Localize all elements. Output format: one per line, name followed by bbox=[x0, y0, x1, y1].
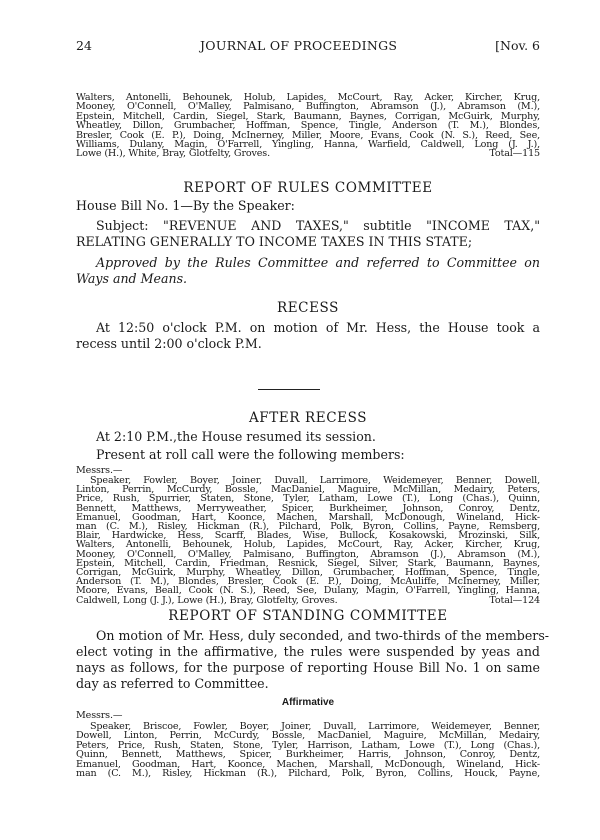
roll-line: Mooney, O'Connell, O'Malley, Palmisano, Buffington, Abramson (J.), Abramson (M.), bbox=[76, 101, 540, 113]
approved-line: Ways and Means. bbox=[76, 271, 188, 286]
roll-line: Bennett, Matthews, Merryweather, Spicer, Burkheimer, Johnson, Conroy, Dentz, bbox=[76, 502, 540, 514]
rules-committee-heading: REPORT OF RULES COMMITTEE bbox=[183, 180, 433, 196]
standing-line: elect voting in the affirmative, the rules were suspended by yeas and bbox=[76, 644, 540, 659]
subject-paragraph bbox=[76, 218, 540, 250]
roll-line: Epstein, Mitchell, Cardin, Friedman, Resnick, Siegel, Silver, Stark, Baumann, Baynes, bbox=[76, 557, 540, 569]
roll-line: man (C. M.), Risley, Hickman (R.), Pilchard, Polk, Byron, Collins, Payne, Remsberg, bbox=[76, 521, 540, 533]
roll-line: Wheatley, Dillon, Grumbacher, Hoffman, Spence, Tingle, Anderson (T. M.), Blondes, bbox=[76, 120, 540, 132]
roll-line: Emanuel, Goodman, Hart, Koonce, Machen, Marshall, McDonough, Wineland, Hick- bbox=[76, 511, 540, 523]
roll-line: Speaker, Briscoe, Fowler, Boyer, Joiner, Duvall, Larrimore, Weidemeyer, Benner, bbox=[90, 721, 540, 732]
top-roll-call bbox=[76, 93, 540, 159]
affirmative-roll-call bbox=[76, 722, 540, 778]
roll-line: Bresler, Cook (E. P.), Doing, McInerney, Miller, Moore, Evans, Cook (N. S.), Reed, See, bbox=[76, 129, 540, 141]
roll-line: Lowe (H.), White, Bray, Glotfelty, Groves. bbox=[76, 148, 270, 160]
total-count: Total—124 bbox=[489, 594, 540, 606]
present-line: Present at roll call were the following members: bbox=[96, 447, 405, 462]
roll-line: man (C. M.), Risley, Hickman (R.), Pilchard, Polk, Byron, Collins, Houck, Payne, bbox=[76, 768, 540, 780]
page-header bbox=[76, 38, 540, 54]
subject-line: Subject: "REVENUE AND TAXES," subtitle "INCOME TAX," bbox=[96, 218, 540, 233]
recess-line: recess until 2:00 o'clock P.M. bbox=[76, 336, 262, 351]
roll-line: Price, Rush, Spurrier, Staten, Stone, Tyler, Latham, Lowe (T.), Long (Chas.), Quinn, bbox=[76, 493, 540, 505]
roll-line: Caldwell, Long (J. J.), Lowe (H.), Bray, Glotfelty, Groves. bbox=[76, 594, 338, 606]
roll-line: Walters, Antonelli, Behounek, Holub, Lapides, McCourt, Ray, Acker, Kircher, Krug, bbox=[76, 92, 540, 103]
approved-paragraph bbox=[76, 255, 540, 287]
roll-line: Corrigan, McGuirk, Murphy, Wheatley, Dillon, Grumbacher, Hoffman, Spence, Tingle, bbox=[76, 567, 540, 579]
roll-line: Quinn, Bennett, Matthews, Spicer, Burkheimer, Harris, Johnson, Conroy, Dentz, bbox=[76, 749, 540, 761]
messrs-label: Messrs.— bbox=[76, 710, 123, 721]
approved-line: Approved by the Rules Committee and referred to Committee on bbox=[96, 255, 540, 270]
standing-line: day as referred to Committee. bbox=[76, 676, 269, 691]
roll-line: Mooney, O'Connell, O'Malley, Palmisano, Buffington, Abramson (J.), Abramson (M.), bbox=[76, 548, 540, 560]
after-recess-heading: AFTER RECESS bbox=[248, 410, 368, 426]
roll-line: Walters, Antonelli, Behounek, Holub, Lapides, McCourt, Ray, Acker, Kircher, Krug, bbox=[76, 539, 540, 551]
roll-line: Peters, Price, Rush, Staten, Stone, Tyler, Harrison, Latham, Lowe (T.), Long (Chas.), bbox=[76, 739, 540, 751]
roll-line: Williams, Dulany, Magin, O'Farrell, Yingling, Hanna, Warfield, Caldwell, Long (J. J.), bbox=[76, 139, 540, 151]
bill-line: House Bill No. 1—By the Speaker: bbox=[76, 198, 295, 213]
messrs-label: Messrs.— bbox=[76, 465, 123, 476]
journal-title: JOURNAL OF PROCEEDINGS bbox=[200, 38, 398, 53]
recess-heading: RECESS bbox=[276, 300, 340, 316]
recess-paragraph bbox=[76, 320, 540, 352]
roll-line: Speaker, Fowler, Boyer, Joiner, Duvall, Larrimore, Weidemeyer, Benner, Dowell, bbox=[90, 475, 540, 486]
section-divider bbox=[258, 389, 320, 390]
roll-line: Blair, Hardwicke, Hess, Scarff, Blades, Wise, Bullock, Kosakowski, Mrozinski, Silk, bbox=[76, 530, 540, 542]
standing-paragraph bbox=[76, 628, 550, 692]
standing-line: On motion of Mr. Hess, duly seconded, and two-thirds of the members- bbox=[96, 628, 550, 643]
after-recess-roll-call bbox=[76, 476, 540, 605]
roll-line: Epstein, Mitchell, Cardin, Siegel, Stark, Baumann, Baynes, Corrigan, McGuirk, Murphy, bbox=[76, 110, 540, 122]
total-count: Total—115 bbox=[489, 148, 540, 160]
standing-line: nays as follows, for the purpose of reporting House Bill No. 1 on same bbox=[76, 660, 540, 675]
roll-line: Emanuel, Goodman, Hart, Koonce, Machen, Marshall, McDonough, Wineland, Hick- bbox=[76, 758, 540, 770]
standing-committee-heading: REPORT OF STANDING COMMITTEE bbox=[168, 608, 448, 624]
subject-line: RELATING GENERALLY TO INCOME TAXES IN THIS STATE; bbox=[76, 234, 473, 249]
header-date: [Nov. 6 bbox=[495, 38, 540, 53]
roll-line: Moore, Evans, Beall, Cook (N. S.), Reed, See, Dulany, Magin, O'Farrell, Yingling, Hanna, bbox=[76, 585, 540, 597]
page-number: 24 bbox=[76, 38, 92, 53]
resumed-line: At 2:10 P.M.,the House resumed its session. bbox=[96, 429, 376, 444]
affirmative-heading: Affirmative bbox=[281, 697, 335, 708]
roll-line: Dowell, Linton, Perrin, McCurdy, Bossle, MacDaniel, Maguire, McMillan, Medairy, bbox=[76, 730, 540, 742]
roll-line: Linton, Perrin, McCurdy, Bossle, MacDaniel, Maguire, McMillan, Medairy, Peters, bbox=[76, 484, 540, 496]
recess-line: At 12:50 o'clock P.M. on motion of Mr. Hess, the House took a bbox=[96, 320, 540, 335]
roll-line: Anderson (T. M.), Blondes, Bresler, Cook (E. P.), Doing, McAuliffe, McInerney, Miller, bbox=[76, 576, 540, 588]
